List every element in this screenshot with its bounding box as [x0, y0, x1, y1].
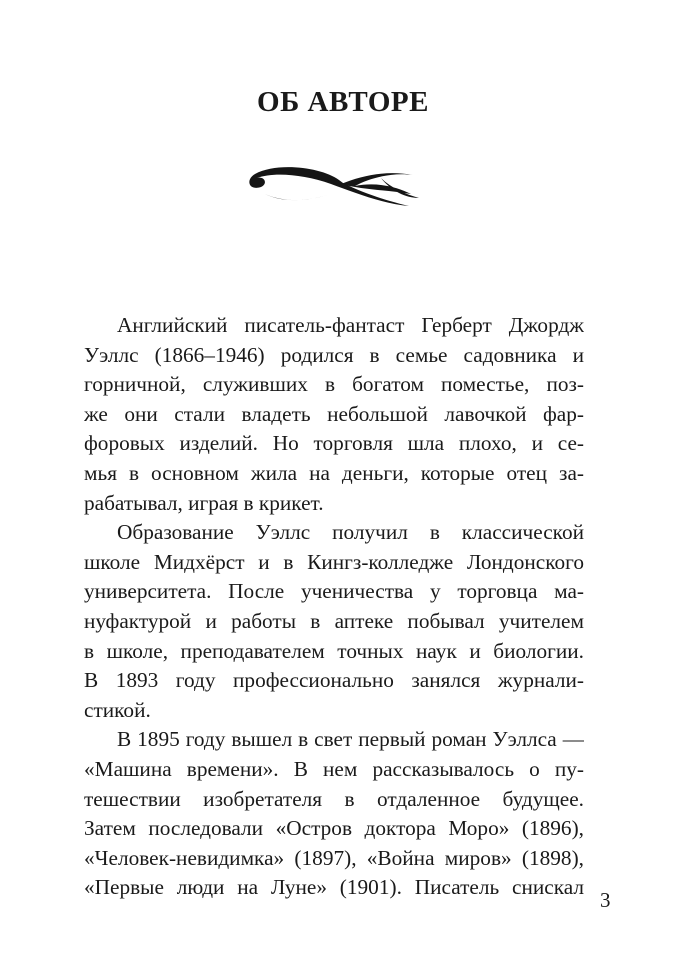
text-line: Образование Уэллс получил в классической [117, 520, 584, 545]
text-line: горничной, служивших в богатом поместье, поз- [84, 372, 584, 397]
text-line: «Машина времени». В нем рассказывалось о пу- [84, 756, 584, 781]
text-line: форовых изделий. Но торговля шла плохо, и се- [84, 431, 584, 456]
article-body [84, 311, 584, 903]
text-line: «Человек-невидимка» (1897), «Война миров» (1898), [84, 845, 584, 870]
page-title: ОБ АВТОРЕ [257, 86, 429, 118]
text-line: в школе, преподавателем точных наук и биологии. [84, 638, 584, 663]
flourish-ornament-icon [243, 160, 423, 216]
text-line: Затем последовали «Остров доктора Моро» (1896), [84, 816, 584, 841]
page-number: 3 [600, 888, 611, 912]
text-line: мья в основном жила на деньги, которые отец за- [84, 460, 584, 485]
paragraph-3 [84, 725, 584, 903]
paragraph-1 [84, 311, 584, 518]
text-line: В 1895 году вышел в свет первый роман Уэллса — [117, 727, 584, 752]
text-line: школе Мидхёрст и в Кингз-колледже Лондонского [84, 549, 584, 574]
text-line: нуфактурой и работы в аптеке побывал учителем [84, 608, 584, 633]
text-line: Английский писатель-фантаст Герберт Джордж [117, 313, 584, 337]
text-line: В 1893 году профессионально занялся журнали- [84, 668, 584, 693]
text-line: Уэллс (1866–1946) родился в семье садовника и [84, 342, 584, 367]
text-line: же они стали владеть небольшой лавочкой фар- [84, 401, 584, 426]
text-line: тешествии изобретателя в отдаленное будущее. [84, 786, 584, 811]
text-line: рабатывал, играя в крикет. [84, 490, 324, 515]
text-line: университета. После ученичества у торговца ма- [84, 579, 584, 604]
text-line: стикой. [84, 697, 151, 722]
text-line: «Первые люди на Луне» (1901). Писатель снискал [84, 875, 584, 900]
paragraph-2 [84, 518, 584, 725]
